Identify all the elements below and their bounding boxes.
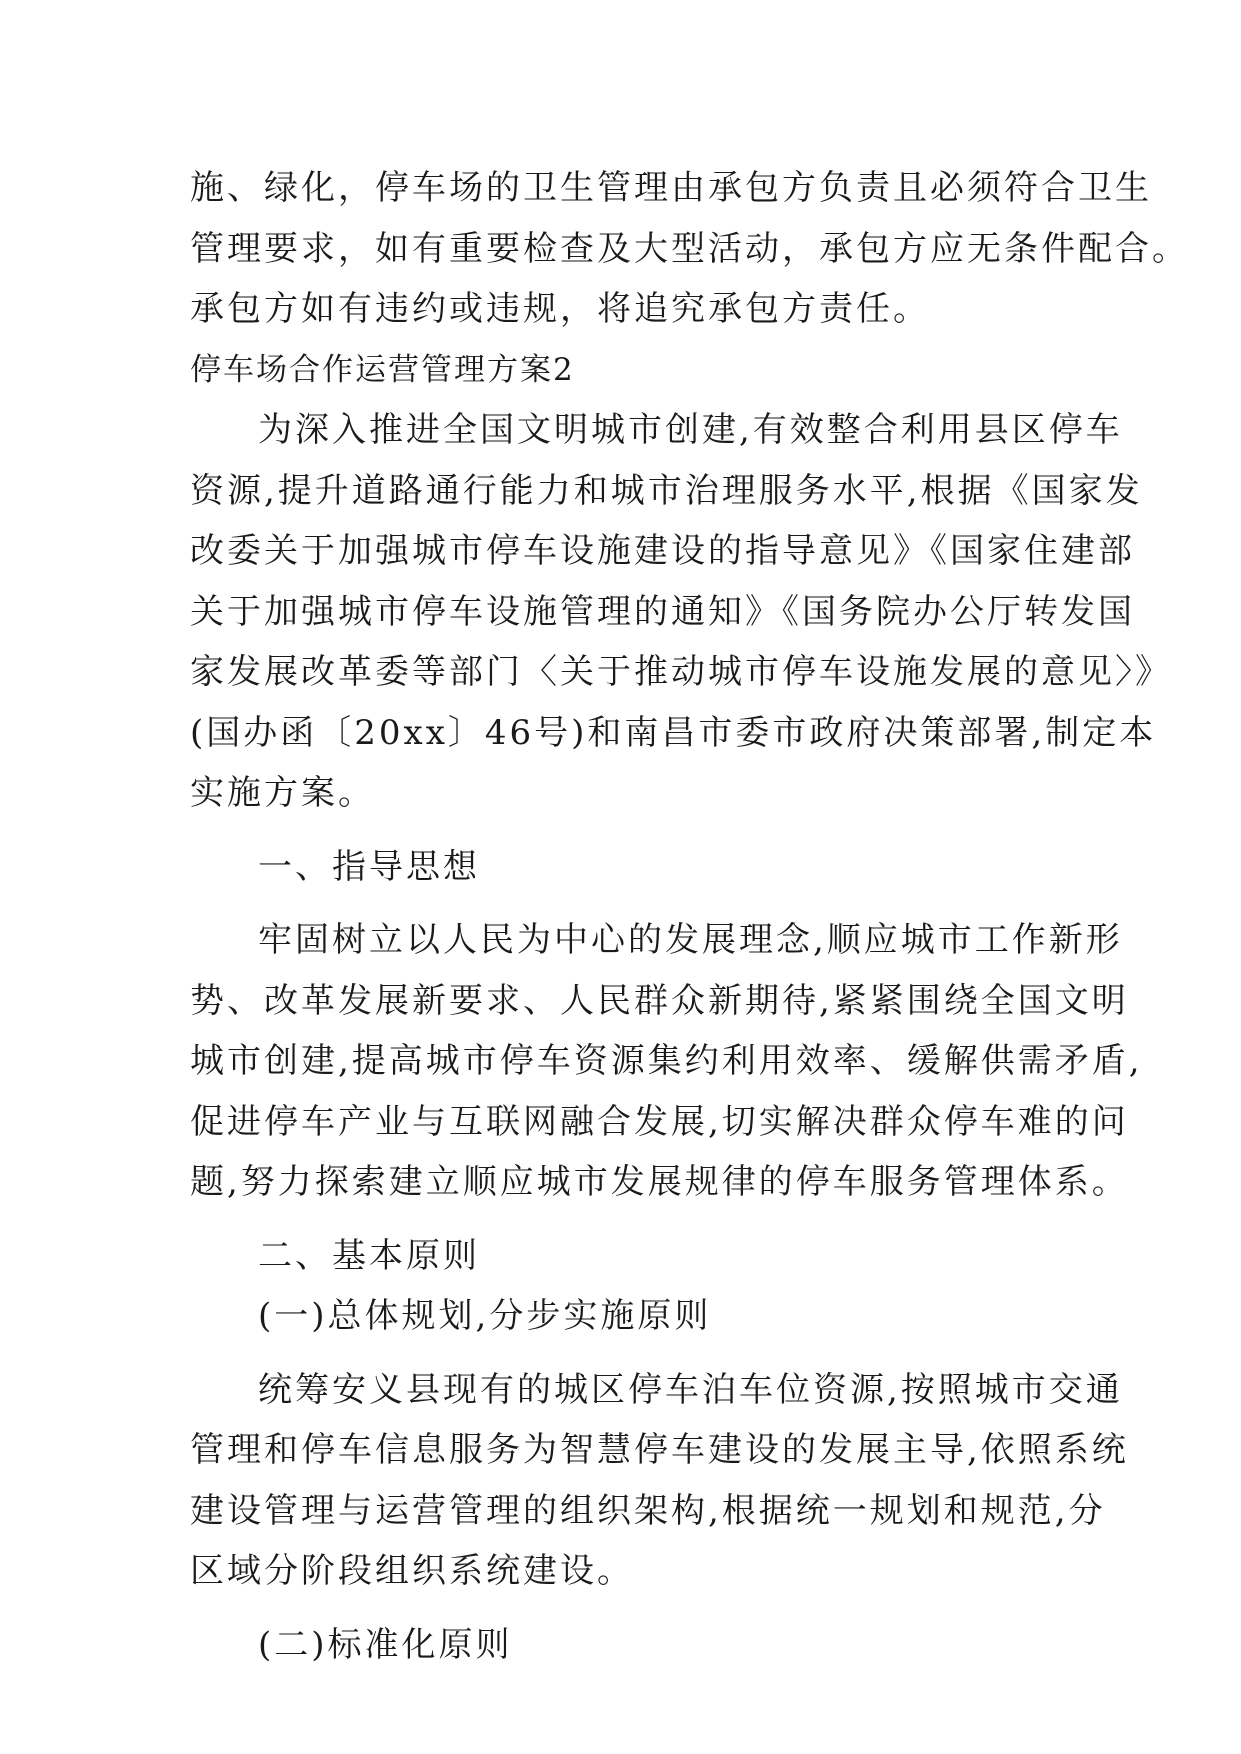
- paragraph-line: 城市创建,提高城市停车资源集约利用效率、缓解供需矛盾,: [190, 1041, 1143, 1081]
- paragraph-line: 势、改革发展新要求、人民群众新期待,紧紧围绕全国文明: [190, 980, 1129, 1021]
- paragraph-line: 题,努力探索建立顺应城市发展规律的停车服务管理体系。: [190, 1162, 1129, 1202]
- paragraph-spacer: [190, 1347, 1070, 1360]
- paragraph-line: (国办函〔20xx〕46号)和南昌市委市政府决策部署,制定本: [190, 712, 1157, 753]
- paragraph-line: 关于加强城市停车设施管理的通知》《国务院办公厅转发国: [190, 591, 1135, 632]
- paragraph-line: 施、绿化，停车场的卫生管理由承包方负责且必须符合卫生: [190, 168, 1152, 208]
- paragraph-line: 实施方案。: [190, 773, 375, 813]
- paragraph-line: 承包方如有违约或违规，将追究承包方责任。: [190, 289, 930, 329]
- paragraph-spacer: [190, 824, 1070, 837]
- paragraph-line: 为深入推进全国文明城市创建,有效整合利用县区停车: [258, 410, 1123, 450]
- section-title: 停车场合作运营管理方案2: [190, 351, 575, 388]
- section-heading: 一、指导思想: [258, 846, 480, 887]
- paragraph-line: 改委关于加强城市停车设施建设的指导意见》《国家住建部: [190, 531, 1135, 571]
- section-heading: (二)标准化原则: [258, 1624, 513, 1665]
- paragraph-line: 管理要求，如有重要检查及大型活动，承包方应无条件配合。: [190, 228, 1189, 269]
- paragraph-spacer: [190, 897, 1070, 910]
- section-heading: 二、基本原则: [258, 1235, 480, 1276]
- paragraph-spacer: [190, 1213, 1070, 1226]
- paragraph-line: 牢固树立以人民为中心的发展理念,顺应城市工作新形: [258, 920, 1123, 960]
- paragraph-line: 促进停车产业与互联网融合发展,切实解决群众停车难的问: [190, 1101, 1129, 1142]
- paragraph-line: 建设管理与运营管理的组织架构,根据统一规划和规范,分: [190, 1490, 1106, 1531]
- section-heading: (一)总体规划,分步实施原则: [258, 1296, 712, 1336]
- document-body: [190, 158, 1189, 1675]
- paragraph-line: 资源,提升道路通行能力和城市治理服务水平,根据《国家发: [190, 470, 1143, 511]
- paragraph-line: 管理和停车信息服务为智慧停车建设的发展主导,依照系统: [190, 1430, 1129, 1470]
- paragraph-line: 家发展改革委等部门〈关于推动城市停车设施发展的意见〉》: [190, 652, 1172, 692]
- paragraph-spacer: [190, 1602, 1070, 1615]
- paragraph-line: 区域分阶段组织系统建设。: [190, 1551, 634, 1591]
- paragraph-line: 统筹安义县现有的城区停车泊车位资源,按照城市交通: [258, 1369, 1123, 1410]
